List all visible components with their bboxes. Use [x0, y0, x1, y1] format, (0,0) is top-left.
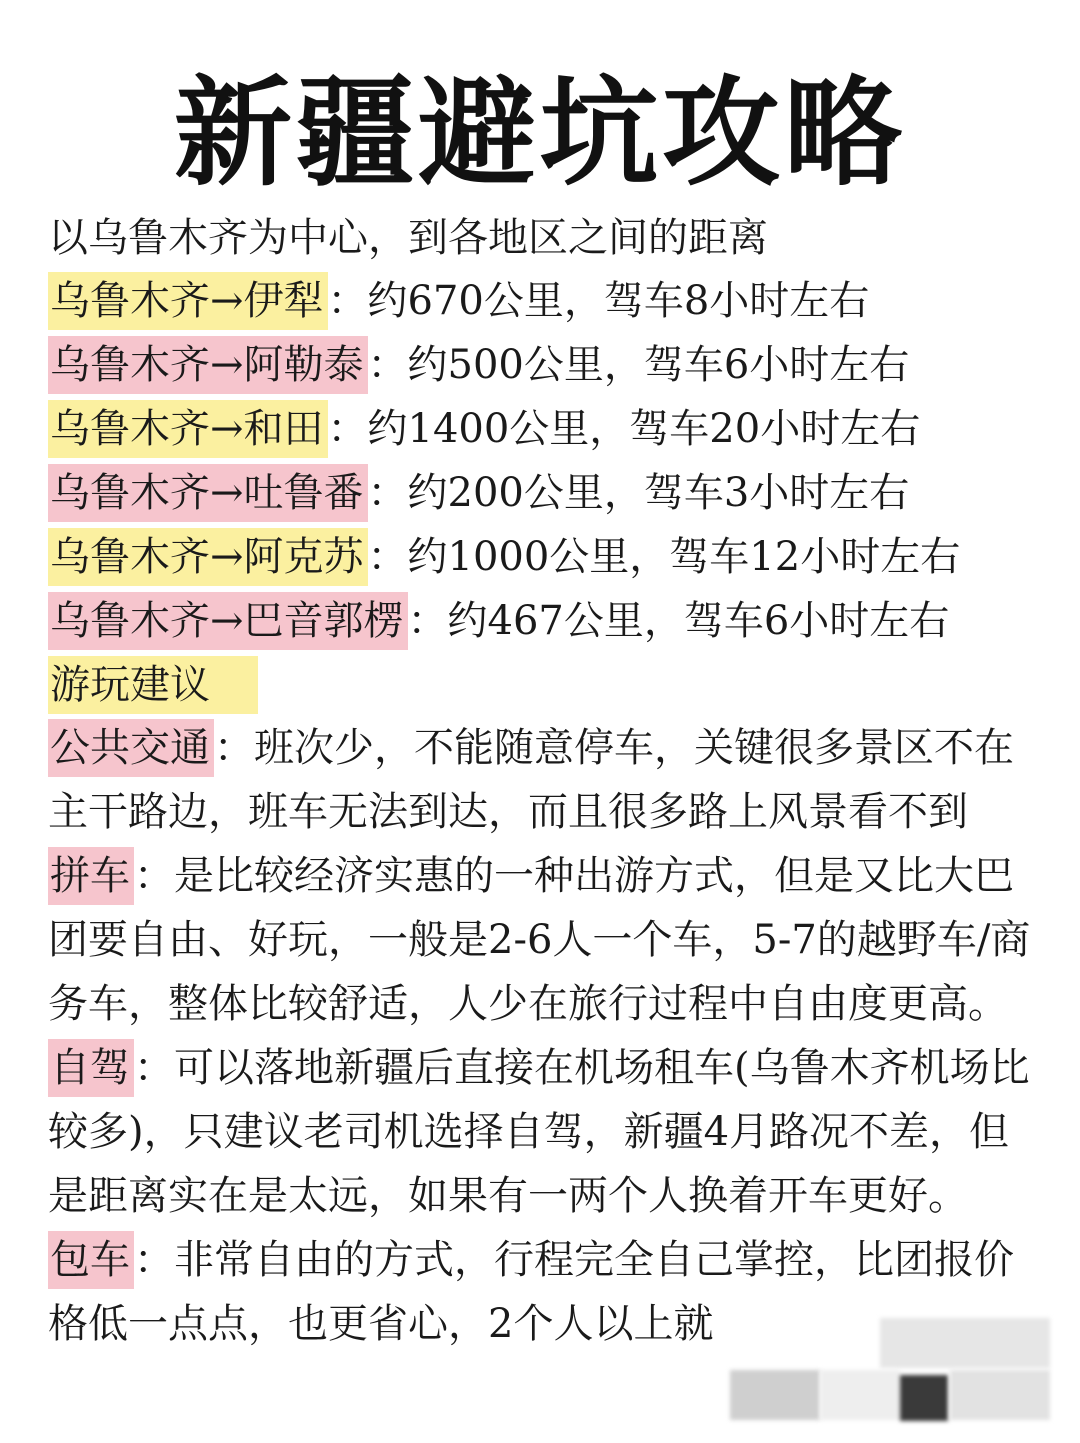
- tip-label: 自驾: [48, 1039, 134, 1097]
- route-item: [48, 596, 949, 646]
- route-name: 乌鲁木齐→和田: [48, 400, 328, 458]
- tip-text: ：是比较经济实惠的一种出游方式，但是又比大巴团要自由、好玩，一般是2-6人一个车，5-7的越野车/商务车，整体比较舒适，人少在旅行过程中自由度更高。: [48, 853, 1031, 1027]
- tip-text: ：可以落地新疆后直接在机场租车(乌鲁木齐机场比较多)，只建议老司机选择自驾，新疆4月路况不差，但是距离实在是太远，如果有一两个人换着开车更好。: [48, 1045, 1030, 1219]
- route-item: [48, 340, 909, 390]
- tip-paragraph: [48, 844, 1048, 1036]
- tip-paragraph: [48, 1036, 1048, 1228]
- route-detail: ：约670公里，驾车8小时左右: [327, 278, 870, 324]
- route-name: 乌鲁木齐→伊犁: [48, 272, 328, 330]
- tips-list: [48, 716, 1048, 1356]
- page-title: 新疆避坑攻略: [173, 64, 906, 202]
- route-detail: ：约467公里，驾车6小时左右: [407, 598, 950, 644]
- route-name: 乌鲁木齐→吐鲁番: [48, 464, 368, 522]
- route-name: 乌鲁木齐→巴音郭楞: [48, 592, 408, 650]
- route-name: 乌鲁木齐→阿克苏: [48, 528, 368, 586]
- route-item: [48, 532, 960, 582]
- route-detail: ：约500公里，驾车6小时左右: [367, 342, 910, 388]
- intro-text: 以乌鲁木齐为中心，到各地区之间的距离: [48, 215, 768, 261]
- route-item: [48, 276, 869, 326]
- tip-label: 公共交通: [48, 719, 214, 777]
- tip-label: 拼车: [48, 847, 134, 905]
- tip-label: 包车: [48, 1231, 134, 1289]
- tip-text: ：非常自由的方式，行程完全自己掌控，比团报价格低一点点，也更省心，2个人以上就: [48, 1237, 1014, 1347]
- route-detail: ：约1000公里，驾车12小时左右: [367, 534, 961, 580]
- route-name: 乌鲁木齐→阿勒泰: [48, 336, 368, 394]
- tips-heading: 游玩建议: [48, 656, 258, 714]
- route-detail: ：约1400公里，驾车20小时左右: [327, 406, 921, 452]
- tip-paragraph: [48, 716, 1048, 844]
- route-item: [48, 468, 909, 518]
- tip-text: ：班次少，不能随意停车，关键很多景区不在主干路边，班车无法到达，而且很多路上风景看不到: [48, 725, 1014, 835]
- route-item: [48, 404, 920, 454]
- route-detail: ：约200公里，驾车3小时左右: [367, 470, 910, 516]
- tips-heading-row: [48, 660, 258, 710]
